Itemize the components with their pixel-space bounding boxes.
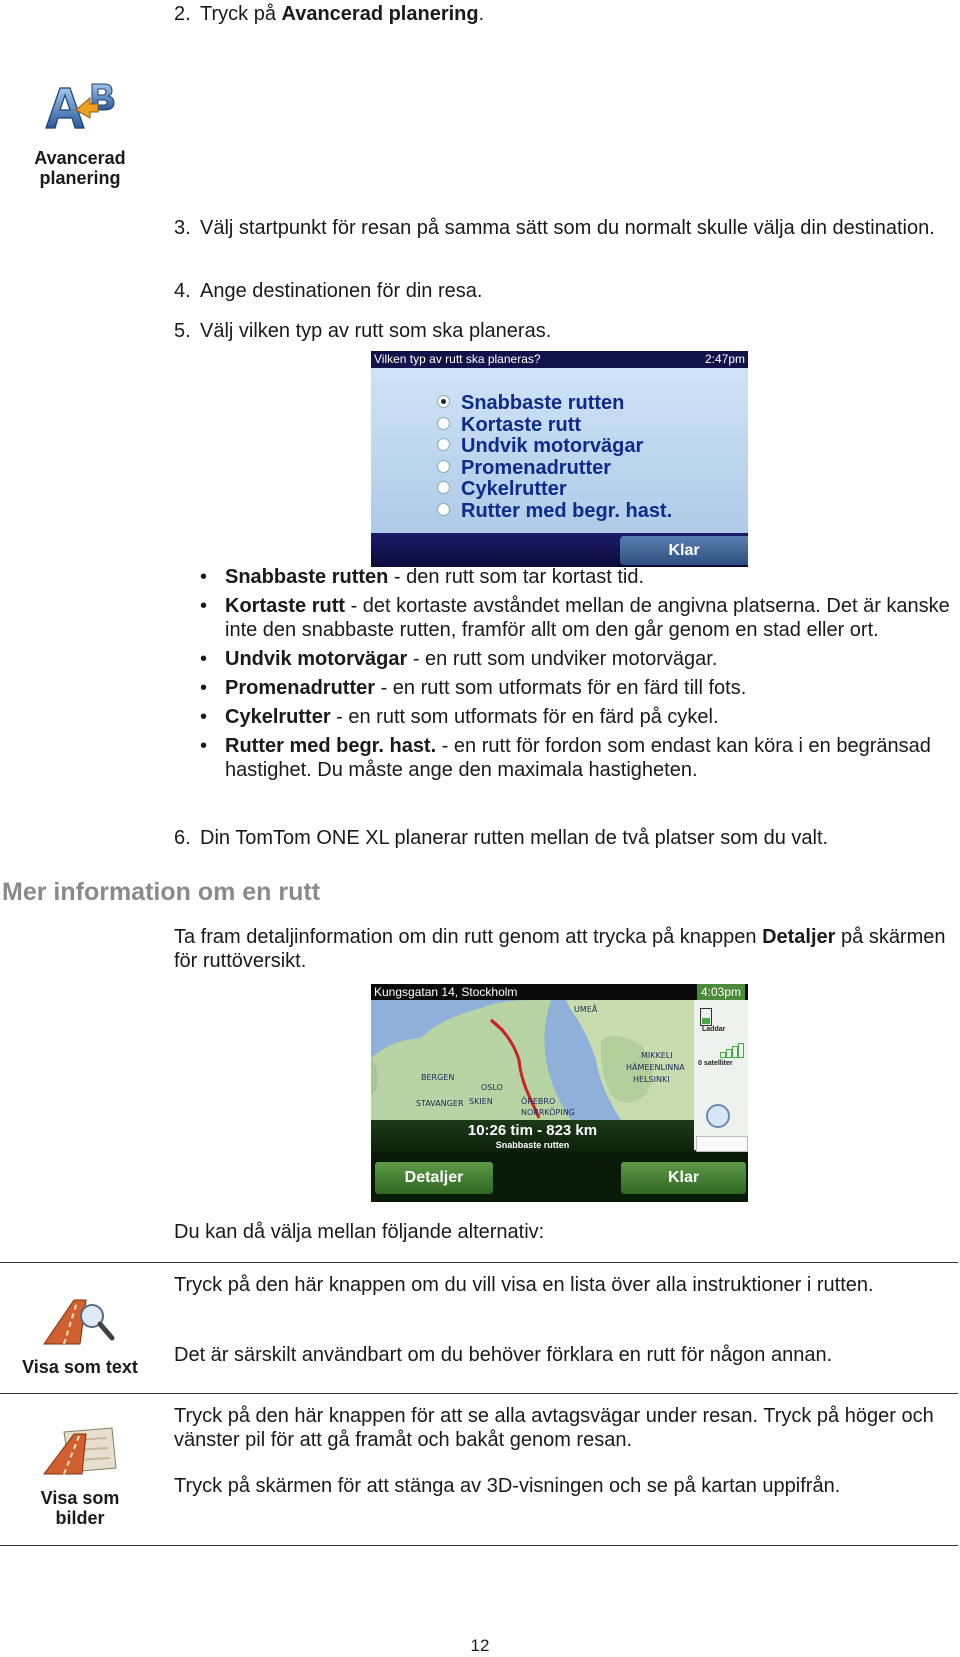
step-text: Välj vilken typ av rutt som ska planeras. xyxy=(200,320,552,342)
term: Promenadrutter xyxy=(225,677,376,699)
route-option[interactable] xyxy=(437,457,611,479)
step-number: 6. xyxy=(174,827,191,849)
route-option-label: Promenadrutter xyxy=(461,456,612,479)
signal-icon xyxy=(720,1044,744,1058)
step-text: Välj startpunkt för resan på samma sätt som du normalt skulle välja din destination. xyxy=(200,217,935,239)
route-summary: 10:26 tim - 823 km xyxy=(467,1122,598,1139)
route-option-label: Rutter med begr. hast. xyxy=(461,499,673,522)
map-label: NORRKÖPING xyxy=(521,1108,575,1117)
route-option[interactable] xyxy=(437,478,567,500)
definition: - en rutt som utformats för en färd till fots. xyxy=(375,677,747,699)
route-images-label xyxy=(0,1488,160,1528)
map-label: HELSINKI xyxy=(633,1075,670,1084)
step-5 xyxy=(174,319,940,343)
radio-icon xyxy=(437,438,450,451)
divider xyxy=(0,1393,958,1394)
list-item xyxy=(196,647,956,671)
text-view-description: Tryck på den här knappen om du vill visa en lista över alla instruktioner i rutten. xyxy=(174,1274,874,1296)
route-text-icon[interactable] xyxy=(40,1292,120,1348)
radio-icon xyxy=(437,417,450,430)
choices-intro: Du kan då välja mellan följande alternativ: xyxy=(174,1221,545,1243)
route-option-label: Undvik motorvägar xyxy=(461,435,644,457)
definition: - en rutt som utformats för en färd på cykel. xyxy=(330,706,719,728)
screen-footer xyxy=(371,1152,748,1202)
step-2 xyxy=(174,2,940,26)
list-item xyxy=(196,594,956,642)
step-number: 2. xyxy=(174,3,191,25)
blank-button[interactable] xyxy=(696,1136,748,1152)
route-option-label: Cykelrutter xyxy=(461,478,567,500)
label-line: Avancerad xyxy=(34,148,126,168)
screen-title: Vilken typ av rutt ska planeras? xyxy=(374,352,541,366)
definition: - en rutt för fordon som endast kan köra i en begränsad hastighet. Du måste ange den maximala hastigheten. xyxy=(225,735,931,781)
label-line: planering xyxy=(39,168,121,188)
term: Undvik motorvägar xyxy=(225,648,408,670)
battery-icon xyxy=(700,1008,712,1026)
step-number: 5. xyxy=(174,320,191,342)
route-text-label: Visa som text xyxy=(22,1357,138,1377)
term: Rutter med begr. hast. xyxy=(225,735,437,757)
section-intro xyxy=(174,925,954,973)
step-6 xyxy=(174,826,940,850)
done-button[interactable]: Klar xyxy=(620,536,748,565)
screen-footer xyxy=(371,533,748,567)
route-type: Snabbaste rutten xyxy=(495,1140,570,1150)
route-option-label: Kortaste rutt xyxy=(461,413,582,436)
route-map[interactable] xyxy=(371,1000,694,1120)
gps-status: 0 satelliter xyxy=(698,1060,733,1067)
radio-icon xyxy=(437,481,450,494)
step-number: 3. xyxy=(174,217,191,239)
list-item xyxy=(196,676,956,700)
details-button[interactable]: Detaljer xyxy=(375,1162,493,1194)
radio-icon xyxy=(437,460,450,473)
intro-bold: Detaljer xyxy=(762,926,836,948)
screen-clock: 2:47pm xyxy=(704,352,745,366)
route-option[interactable] xyxy=(437,414,581,436)
screen-clock: 4:03pm xyxy=(697,984,745,1000)
map-label: HÄMEENLINNA xyxy=(626,1063,685,1072)
route-summary-screen xyxy=(371,984,748,1202)
map-label: SKIEN xyxy=(469,1097,493,1106)
term: Snabbaste rutten xyxy=(225,566,389,588)
label-line: Visa som xyxy=(40,1488,120,1508)
route-summary-bar xyxy=(371,1120,694,1152)
page-number: 12 xyxy=(470,1636,490,1655)
route-option-label: Snabbaste rutten xyxy=(461,392,625,414)
text-view-note: Det är särskilt användbart om du behöver förklara en rutt för någon annan. xyxy=(174,1344,833,1366)
screen-title-bar xyxy=(371,351,748,368)
list-item xyxy=(196,565,956,589)
list-item xyxy=(196,705,956,729)
route-option[interactable] xyxy=(437,435,643,457)
list-item xyxy=(196,734,956,782)
advanced-planning-icon[interactable] xyxy=(40,80,120,136)
map-label: MIKKELI xyxy=(641,1051,673,1060)
status-panel xyxy=(694,1000,748,1150)
route-options-list xyxy=(371,368,748,533)
definition: - en rutt som undviker motorvägar. xyxy=(407,648,718,670)
map-label: BERGEN xyxy=(421,1073,455,1082)
radio-icon xyxy=(437,503,450,516)
divider xyxy=(0,1262,958,1263)
term: Kortaste rutt xyxy=(225,595,346,617)
step-number: 4. xyxy=(174,280,191,302)
route-images-icon[interactable] xyxy=(40,1422,120,1478)
intro-text: Ta fram detaljinformation om din rutt genom att trycka på knappen xyxy=(174,926,763,948)
step-4 xyxy=(174,279,940,303)
step-text: Ange destinationen för din resa. xyxy=(200,280,483,302)
step-text: Din TomTom ONE XL planerar rutten mellan de två platser som du valt. xyxy=(200,827,829,849)
radio-selected-icon xyxy=(437,395,450,408)
map-label: STAVANGER xyxy=(416,1099,464,1108)
route-option[interactable] xyxy=(437,500,672,522)
map-label: OSLO xyxy=(481,1083,503,1092)
term: Cykelrutter xyxy=(225,706,331,728)
screen-title-bar xyxy=(371,984,748,1000)
map-label: UMEÅ xyxy=(574,1005,598,1014)
route-type-descriptions xyxy=(196,565,956,787)
volume-icon[interactable] xyxy=(706,1104,730,1128)
step-bold: Avancerad planering xyxy=(281,3,479,25)
map-label: ÖREBRO xyxy=(521,1097,556,1106)
route-option[interactable] xyxy=(437,392,624,414)
screen-title: Kungsgatan 14, Stockholm xyxy=(374,985,518,999)
label-line: bilder xyxy=(55,1508,105,1528)
image-view-description: Tryck på den här knappen för att se alla avtagsvägar under resan. Tryck på höger och vänster pil för att gå framåt och bakåt genom resan. xyxy=(174,1405,934,1451)
step-text: Tryck på xyxy=(200,3,282,25)
divider xyxy=(0,1545,958,1546)
step-text-end: . xyxy=(478,3,485,25)
definition: - det kortaste avståndet mellan de angivna platserna. Det är kanske inte den snabbaste rutten, framför allt om den går genom en stad eller ort. xyxy=(225,595,950,641)
definition: - den rutt som tar kortast tid. xyxy=(388,566,645,588)
battery-status: Laddar xyxy=(702,1026,726,1033)
intro-text-end: på skärmen för ruttöversikt. xyxy=(174,926,946,972)
advanced-planning-label xyxy=(0,148,160,188)
section-heading: Mer information om en rutt xyxy=(2,878,321,906)
step-3 xyxy=(174,216,940,240)
image-view-note: Tryck på skärmen för att stänga av 3D-visningen och se på kartan uppifrån. xyxy=(174,1475,841,1497)
route-type-screen xyxy=(371,351,748,567)
done-button[interactable]: Klar xyxy=(621,1162,746,1194)
